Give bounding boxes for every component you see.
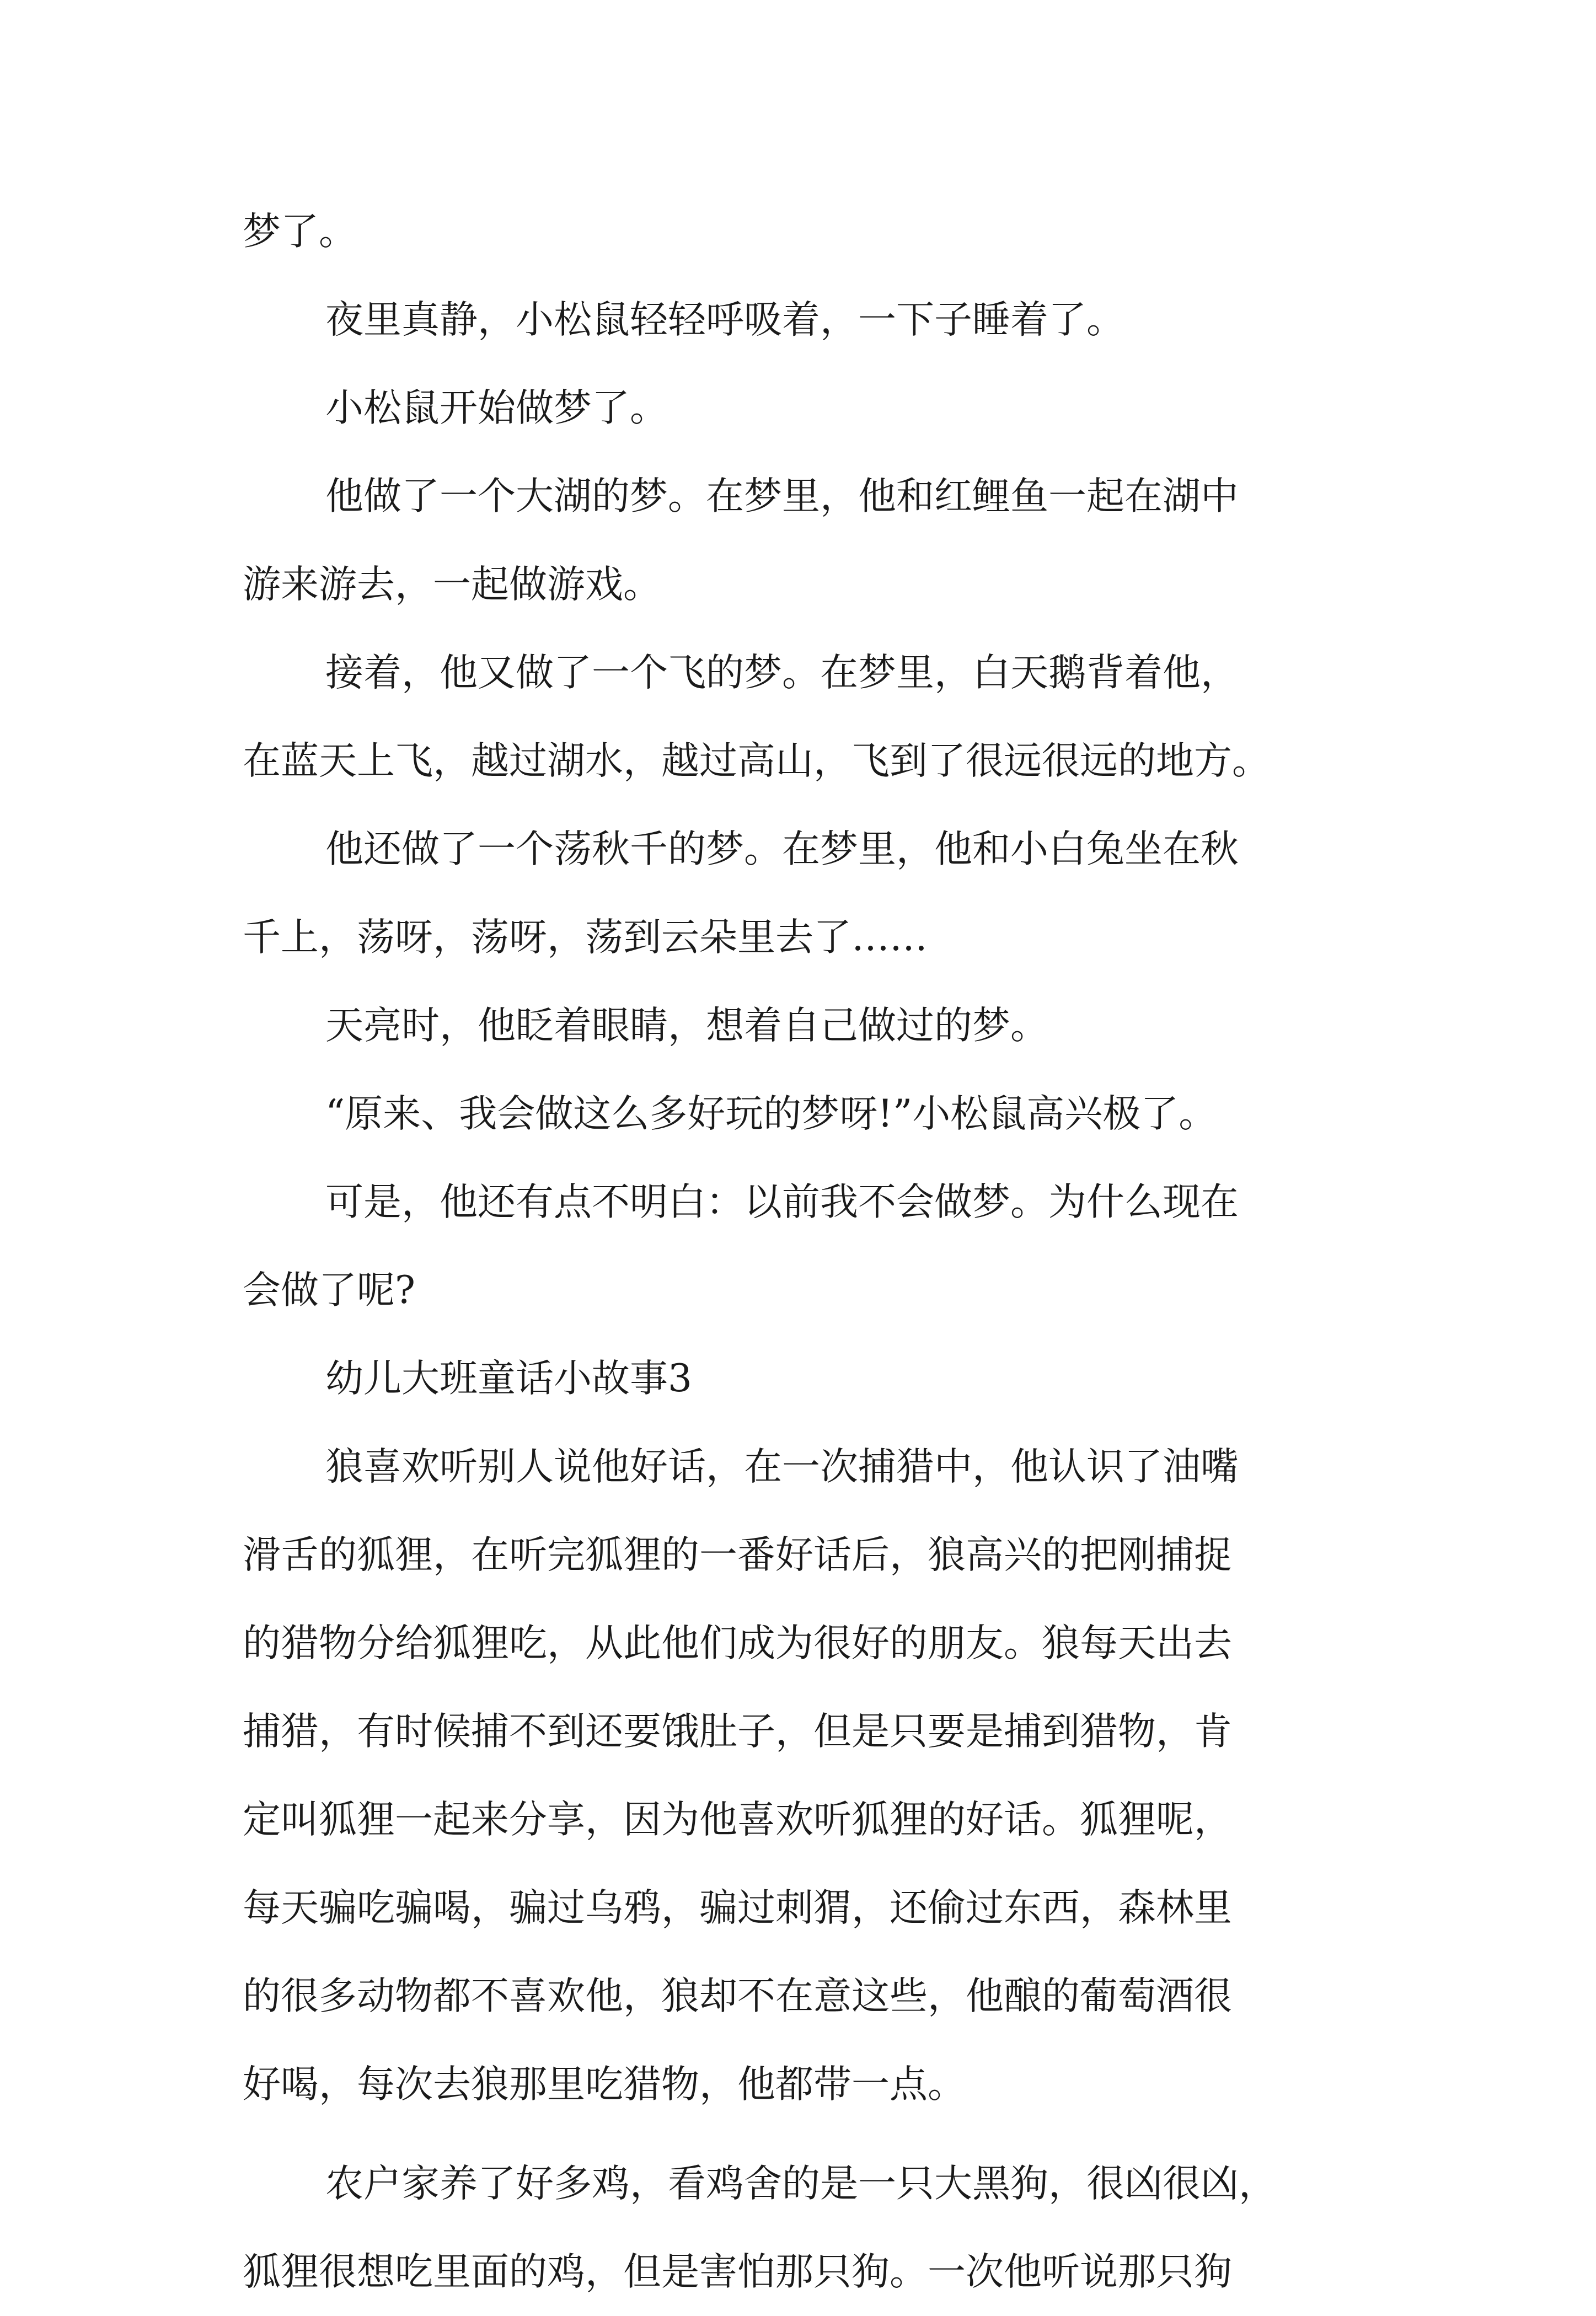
text-line: 游来游去，一起做游戏。 [243, 562, 661, 607]
text-line: 狼喜欢听别人说他好话，在一次捕猎中，他认识了油嘴 [325, 1445, 1239, 1489]
document-body [243, 187, 1373, 2316]
text-line: 梦了。 [243, 210, 357, 254]
text-line: 定叫狐狸一起来分享，因为他喜欢听狐狸的好话。狐狸呢， [243, 1798, 1232, 1842]
text-line: 的猎物分给狐狸吃，从此他们成为很好的朋友。狼每天出去 [243, 1621, 1232, 1665]
text-line: 夜里真静，小松鼠轻轻呼吸着，一下子睡着了。 [325, 298, 1124, 342]
text-line: 捕猎，有时候捕不到还要饿肚子，但是只要是捕到猎物，肯 [243, 1709, 1232, 1754]
text-line: “原来、我会做这么多好玩的梦呀!”小松鼠高兴极了。 [325, 1092, 1217, 1136]
text-line: 他做了一个大湖的梦。在梦里，他和红鲤鱼一起在湖中 [325, 474, 1239, 518]
text-line: 在蓝天上飞，越过湖水，越过高山，飞到了很远很远的地方。 [243, 739, 1270, 783]
text-line: 好喝，每次去狼那里吃猎物，他都带一点。 [243, 2062, 966, 2106]
text-line: 千上，荡呀，荡呀，荡到云朵里去了…… [243, 915, 928, 959]
text-line: 他还做了一个荡秋千的梦。在梦里，他和小白兔坐在秋 [325, 827, 1239, 871]
text-line: 的很多动物都不喜欢他，狼却不在意这些，他酿的葡萄酒很 [243, 1974, 1232, 2018]
text-line: 狐狸很想吃里面的鸡，但是害怕那只狗。一次他听说那只狗 [243, 2250, 1232, 2294]
text-line: 接着，他又做了一个飞的梦。在梦里，白天鹅背着他， [325, 651, 1239, 695]
section-heading: 幼儿大班童话小故事3 [325, 1357, 692, 1401]
text-line: 天亮时，他眨着眼睛，想着自己做过的梦。 [325, 1004, 1048, 1048]
text-line: 农户家养了好多鸡，看鸡舍的是一只大黑狗，很凶很凶， [325, 2162, 1277, 2206]
text-line: 每天骗吃骗喝，骗过乌鸦，骗过刺猬，还偷过东西，森林里 [243, 1886, 1232, 1930]
text-line: 小松鼠开始做梦了。 [325, 386, 668, 430]
text-line: 会做了呢? [243, 1268, 415, 1312]
text-line: 可是，他还有点不明白：以前我不会做梦。为什么现在 [325, 1180, 1239, 1224]
text-line: 滑舌的狐狸，在听完狐狸的一番好话后，狼高兴的把刚捕捉 [243, 1533, 1232, 1577]
